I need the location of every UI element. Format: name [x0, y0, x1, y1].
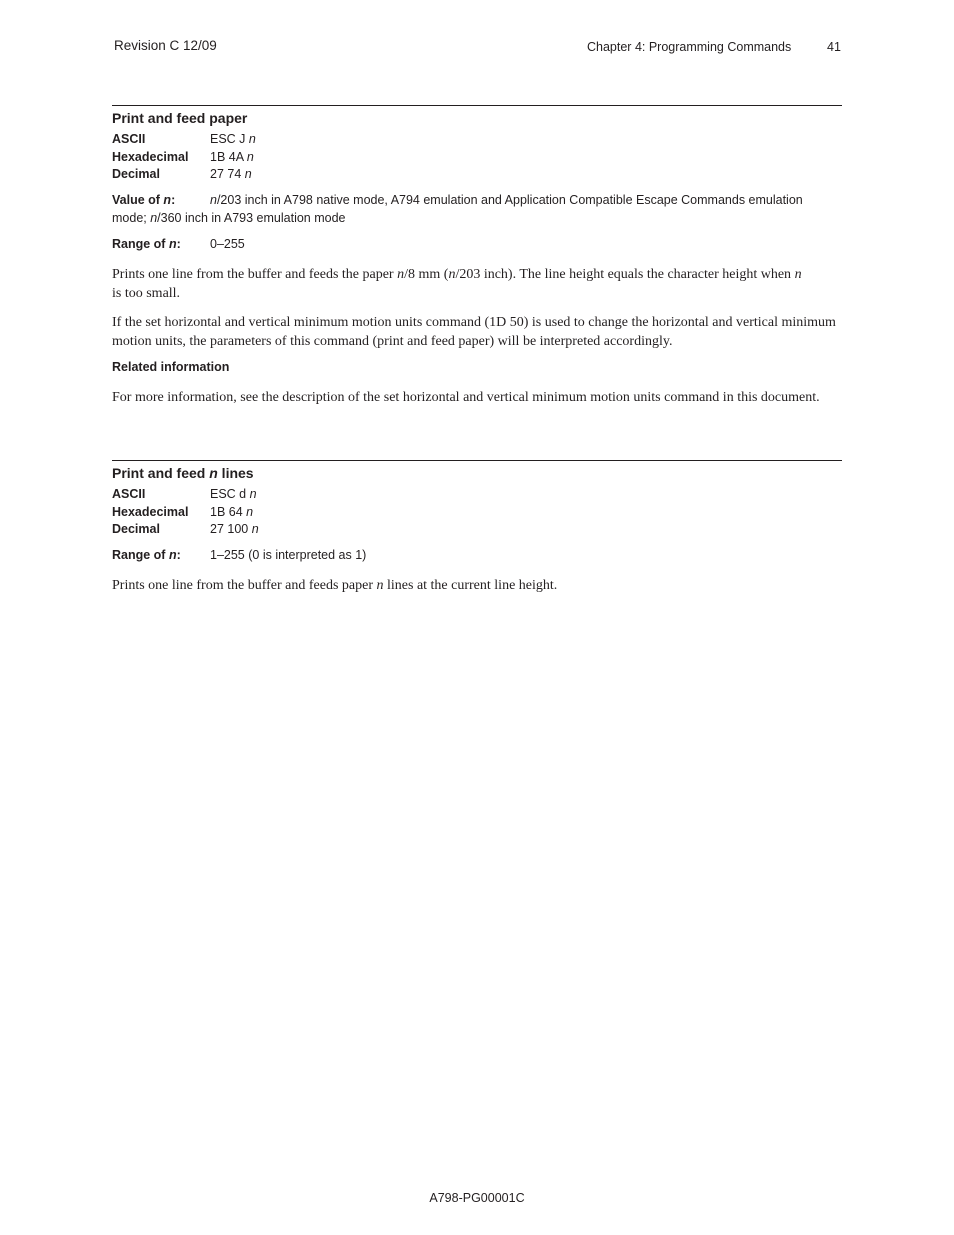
range-value: 0–255	[210, 237, 245, 251]
ascii-label: ASCII	[112, 487, 146, 501]
description-paragraph: Prints one line from the buffer and feeds paper n lines at the current line height.	[112, 578, 558, 593]
decimal-row	[112, 166, 256, 184]
value-of-n: Value of n: n/203 inch in A798 native mode, A794 emulation and Application Compatible Escape Commands emulation mode; n/360 inch in A793 emulation mode	[112, 193, 803, 225]
section-divider	[112, 105, 842, 106]
command-codes-table	[112, 131, 256, 184]
header-chapter: Chapter 4: Programming Commands	[587, 40, 792, 54]
decimal-label: Decimal	[112, 167, 160, 181]
value-text: /203 inch in A798 native mode, A794 emulation and Application Compatible Escape Commands emulation	[216, 193, 803, 207]
ascii-row	[112, 486, 259, 504]
param-n: n	[248, 132, 256, 146]
decimal-value: 27 74	[210, 167, 242, 181]
header-revision: Revision C 12/09	[114, 38, 217, 53]
param-n: n	[210, 193, 217, 207]
hex-value: 1B 64	[210, 504, 243, 519]
value-label: Value of	[112, 193, 160, 207]
range-of-n: Range of n: 0–255	[112, 237, 245, 251]
ascii-value: ESC d	[210, 487, 247, 501]
command-codes-table	[112, 486, 259, 539]
related-information-heading: Related information	[112, 360, 230, 374]
range-label: Range of	[112, 548, 166, 562]
param-n: n	[246, 149, 254, 164]
range-value: 1–255 (0 is interpreted as 1)	[210, 548, 367, 562]
section-title-print-feed-paper: Print and feed paper	[112, 110, 248, 126]
description-paragraph: Prints one line from the buffer and feeds the paper n/8 mm (n/203 inch). The line height equals the character height when n is too small.	[112, 267, 802, 301]
footer-doc-id: A798-PG00001C	[429, 1191, 525, 1205]
ascii-row	[112, 131, 256, 149]
ascii-label: ASCII	[112, 132, 146, 146]
hex-label: Hexadecimal	[112, 149, 189, 164]
param-n: n	[244, 167, 252, 181]
range-label: Range of	[112, 237, 166, 251]
hex-value: 1B 4A	[210, 149, 244, 164]
param-n: n	[249, 487, 257, 501]
ascii-value: ESC J	[210, 132, 246, 146]
related-information-paragraph: For more information, see the description of the set horizontal and vertical minimum motion units command in this document.	[112, 390, 820, 405]
hex-row	[112, 149, 256, 167]
param-n: n	[246, 504, 254, 519]
decimal-value: 27 100	[210, 522, 249, 536]
hex-label: Hexadecimal	[112, 504, 189, 519]
decimal-row	[112, 521, 259, 539]
decimal-label: Decimal	[112, 522, 160, 536]
param-n: n	[251, 522, 259, 536]
hex-row	[112, 504, 259, 522]
header-page-number: 41	[827, 40, 841, 54]
section-divider	[112, 460, 842, 461]
section-title-print-feed-n-lines: Print and feed n lines	[112, 465, 254, 481]
motion-units-paragraph: If the set horizontal and vertical minimum motion units command (1D 50) is used to change the horizontal and vertical minimum motion units, the parameters of this command (print and feed paper) will be interpreted accordingly.	[112, 315, 836, 349]
range-of-n: Range of n: 1–255 (0 is interpreted as 1)	[112, 548, 367, 562]
